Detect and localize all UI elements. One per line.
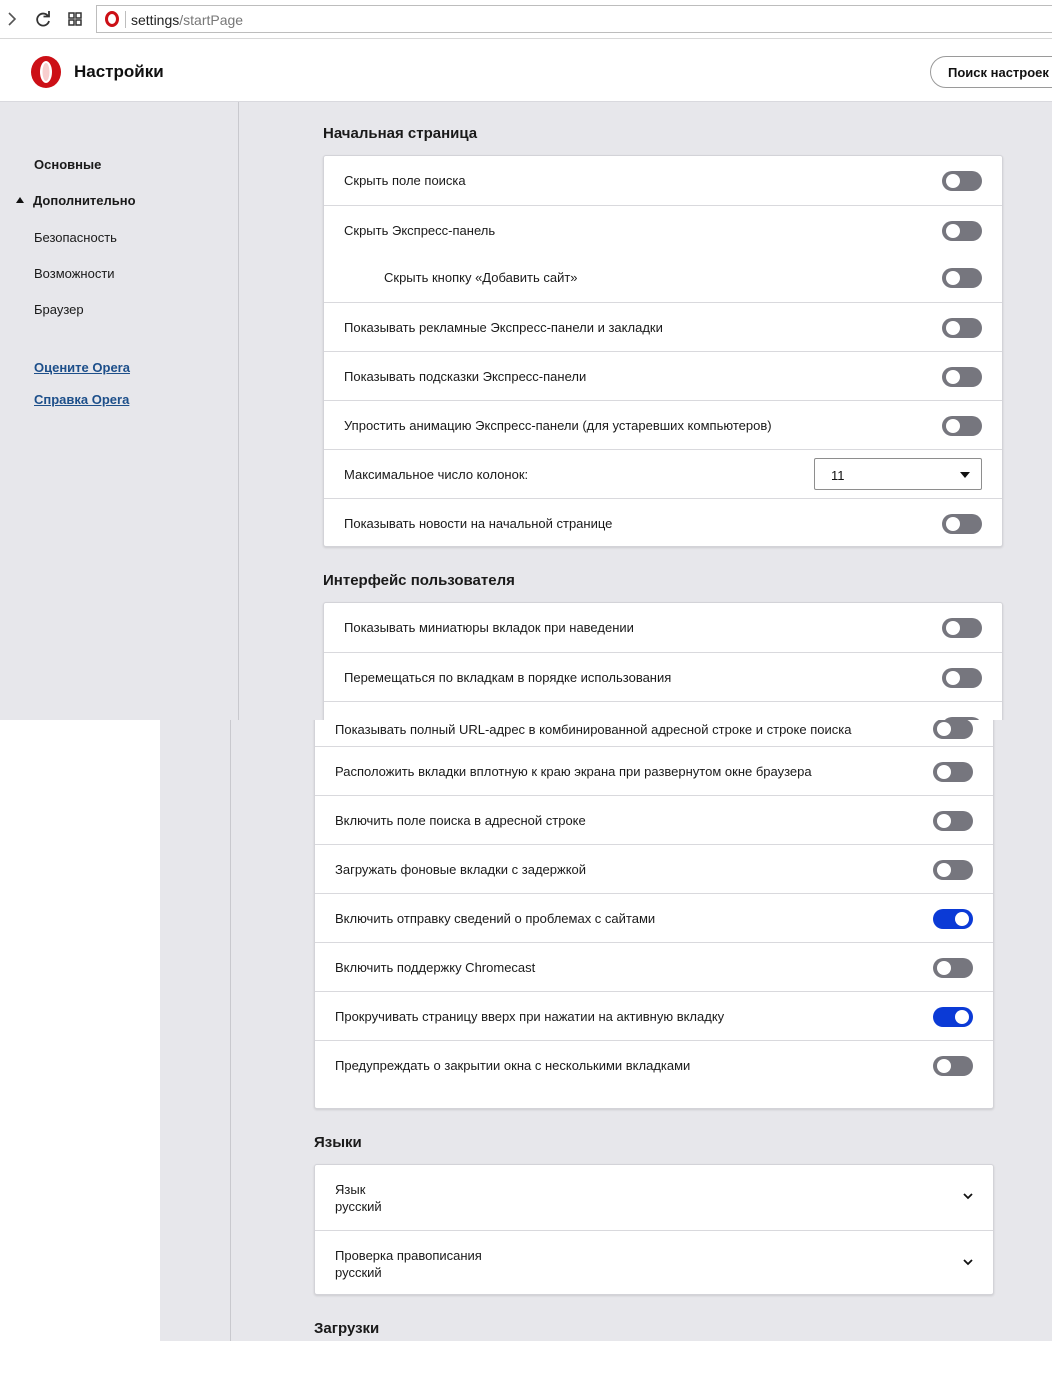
setting-row-hide-search: [324, 156, 1002, 205]
speed-dial-suggestions-toggle[interactable]: [942, 367, 982, 387]
toggle-knob: [955, 1010, 969, 1024]
setting-row-report-issues: [315, 893, 993, 942]
setting-row-warn-close: [315, 1040, 993, 1089]
chromecast-toggle[interactable]: [933, 958, 973, 978]
setting-row-simplify-animation: [324, 400, 1002, 449]
setting-label: Показывать рекламные Экспресс-панели и закладки: [344, 320, 663, 335]
setting-label: Скрыть кнопку «Добавить сайт»: [384, 270, 578, 285]
setting-label: Включить отправку сведений о проблемах с сайтами: [335, 911, 656, 926]
section-title-downloads: Загрузки: [314, 1320, 380, 1337]
setting-label: Показывать подсказки Экспресс-панели: [344, 369, 587, 384]
opera-logo-icon: [30, 55, 62, 89]
start-page-card: [323, 155, 1003, 547]
setting-label: Расположить вкладки вплотную к краю экрана при развернутом окне браузера: [335, 764, 812, 779]
toggle-knob: [946, 621, 960, 635]
reload-icon[interactable]: [32, 8, 54, 30]
setting-label: Максимальное число колонок:: [344, 467, 529, 482]
setting-row-speed-dial-suggestions: [324, 351, 1002, 400]
setting-label: Загружать фоновые вкладки с задержкой: [335, 862, 587, 877]
setting-label: Включить поле поиска в адресной строке: [335, 813, 586, 828]
dropdown-caret-icon: [960, 472, 970, 478]
chevron-down-icon[interactable]: [961, 1189, 975, 1203]
opera-logo-icon: [105, 11, 119, 27]
toggle-knob: [955, 912, 969, 926]
user-interface-card-top: [323, 602, 1003, 720]
show-news-toggle[interactable]: [942, 514, 982, 534]
toggle-knob: [937, 863, 951, 877]
spellcheck-label: Проверка правописания: [335, 1248, 482, 1263]
toggle-knob: [937, 814, 951, 828]
toggle-knob: [937, 765, 951, 779]
setting-label: Прокручивать страницу вверх при нажатии на активную вкладку: [335, 1009, 725, 1024]
setting-row-tabs-edge: [315, 746, 993, 795]
section-title-user-interface: Интерфейс пользователя: [323, 572, 515, 589]
speed-dial-icon[interactable]: [64, 8, 86, 30]
chevron-down-icon[interactable]: [961, 1255, 975, 1269]
search-in-address-toggle[interactable]: [933, 811, 973, 831]
settings-pane-top: [0, 102, 1052, 720]
setting-row-tab-previews: [324, 603, 1002, 652]
hide-add-site-toggle[interactable]: [942, 268, 982, 288]
toggle-knob: [937, 1059, 951, 1073]
report-issues-toggle[interactable]: [933, 909, 973, 929]
url-path: /startPage: [179, 12, 244, 28]
setting-label: Скрыть поле поиска: [344, 173, 466, 188]
url-text[interactable]: [131, 12, 243, 28]
settings-header: [0, 39, 1052, 102]
rate-opera-link[interactable]: Оцените Opera: [34, 360, 130, 375]
collapse-arrow-icon[interactable]: [16, 197, 24, 203]
toggle-knob: [946, 271, 960, 285]
warn-close-toggle[interactable]: [933, 1056, 973, 1076]
setting-row-hide-add-site: [324, 254, 1002, 302]
full-url-toggle[interactable]: [933, 720, 973, 739]
toggle-knob: [946, 419, 960, 433]
toggle-knob: [946, 517, 960, 531]
setting-label: Упростить анимацию Экспресс-панели (для устаревших компьютеров): [344, 418, 772, 433]
lazy-tabs-toggle[interactable]: [933, 860, 973, 880]
languages-card: [314, 1164, 994, 1295]
setting-label: Показывать новости на начальной странице: [344, 516, 613, 531]
sidebar: [0, 102, 239, 720]
search-settings-button[interactable]: Поиск настроек: [930, 56, 1052, 88]
simplify-animation-toggle[interactable]: [942, 416, 982, 436]
hide-speed-dial-toggle[interactable]: [942, 221, 982, 241]
toggle-knob: [946, 321, 960, 335]
setting-label: Включить поддержку Chromecast: [335, 960, 536, 975]
tab-cycle-order-toggle[interactable]: [942, 668, 982, 688]
setting-label: Перемещаться по вкладкам в порядке использования: [344, 670, 672, 685]
language-row[interactable]: [315, 1165, 993, 1230]
setting-row-show-news: [324, 498, 1002, 547]
setting-label: Показывать миниатюры вкладок при наведении: [344, 620, 634, 635]
page-title: Настройки: [74, 62, 164, 81]
spellcheck-value: русский: [335, 1265, 382, 1280]
url-field[interactable]: [96, 5, 1052, 33]
user-interface-card-bottom: [314, 720, 994, 1109]
sidebar-item-advanced[interactable]: Дополнительно: [33, 193, 136, 208]
url-main: settings: [131, 12, 180, 28]
language-value: русский: [335, 1199, 382, 1214]
forward-icon[interactable]: [2, 8, 24, 30]
setting-row-full-url: [315, 720, 993, 746]
setting-row-max-columns: [324, 449, 1002, 498]
tab-previews-toggle[interactable]: [942, 618, 982, 638]
url-divider: [125, 11, 126, 28]
setting-row-lazy-tabs: [315, 844, 993, 893]
setting-row-hide-speed-dial: [324, 205, 1002, 254]
sidebar-item-security[interactable]: Безопасность: [34, 230, 117, 245]
toggle-knob: [946, 224, 960, 238]
max-columns-value: 11: [831, 468, 845, 483]
toggle-knob: [937, 722, 951, 736]
setting-row-tab-cycle-order: [324, 652, 1002, 701]
tabs-edge-toggle[interactable]: [933, 762, 973, 782]
setting-label: Предупреждать о закрытии окна с несколькими вкладками: [335, 1058, 691, 1073]
spellcheck-row[interactable]: [315, 1230, 993, 1295]
setting-row-chromecast: [315, 942, 993, 991]
setting-label: Показывать полный URL-адрес в комбинированной адресной строке и строке поиска: [335, 722, 852, 737]
setting-row-scroll-top: [315, 991, 993, 1040]
promoted-speed-dials-toggle[interactable]: [942, 318, 982, 338]
max-columns-select[interactable]: [814, 458, 982, 490]
address-bar: [0, 0, 1052, 39]
opera-help-link[interactable]: Справка Opera: [34, 392, 130, 407]
toggle-knob: [937, 961, 951, 975]
section-title-start-page: Начальная страница: [323, 125, 478, 142]
sidebar-item-features[interactable]: Возможности: [34, 266, 115, 281]
toggle-knob: [946, 671, 960, 685]
sidebar-divider: [230, 720, 231, 1341]
setting-row-search-in-address: [315, 795, 993, 844]
toggle-knob: [946, 174, 960, 188]
hide-search-toggle[interactable]: [942, 171, 982, 191]
section-title-languages: Языки: [314, 1134, 362, 1151]
setting-row-promoted-speed-dials: [324, 302, 1002, 351]
settings-pane-bottom: [160, 720, 1052, 1341]
sidebar-item-browser[interactable]: Браузер: [34, 302, 84, 317]
setting-row-partial: [324, 701, 1002, 720]
setting-label: Скрыть Экспресс-панель: [344, 223, 496, 238]
scroll-top-toggle[interactable]: [933, 1007, 973, 1027]
toggle-knob: [946, 370, 960, 384]
sidebar-item-basic[interactable]: Основные: [34, 157, 102, 172]
language-label: Язык: [335, 1182, 366, 1197]
